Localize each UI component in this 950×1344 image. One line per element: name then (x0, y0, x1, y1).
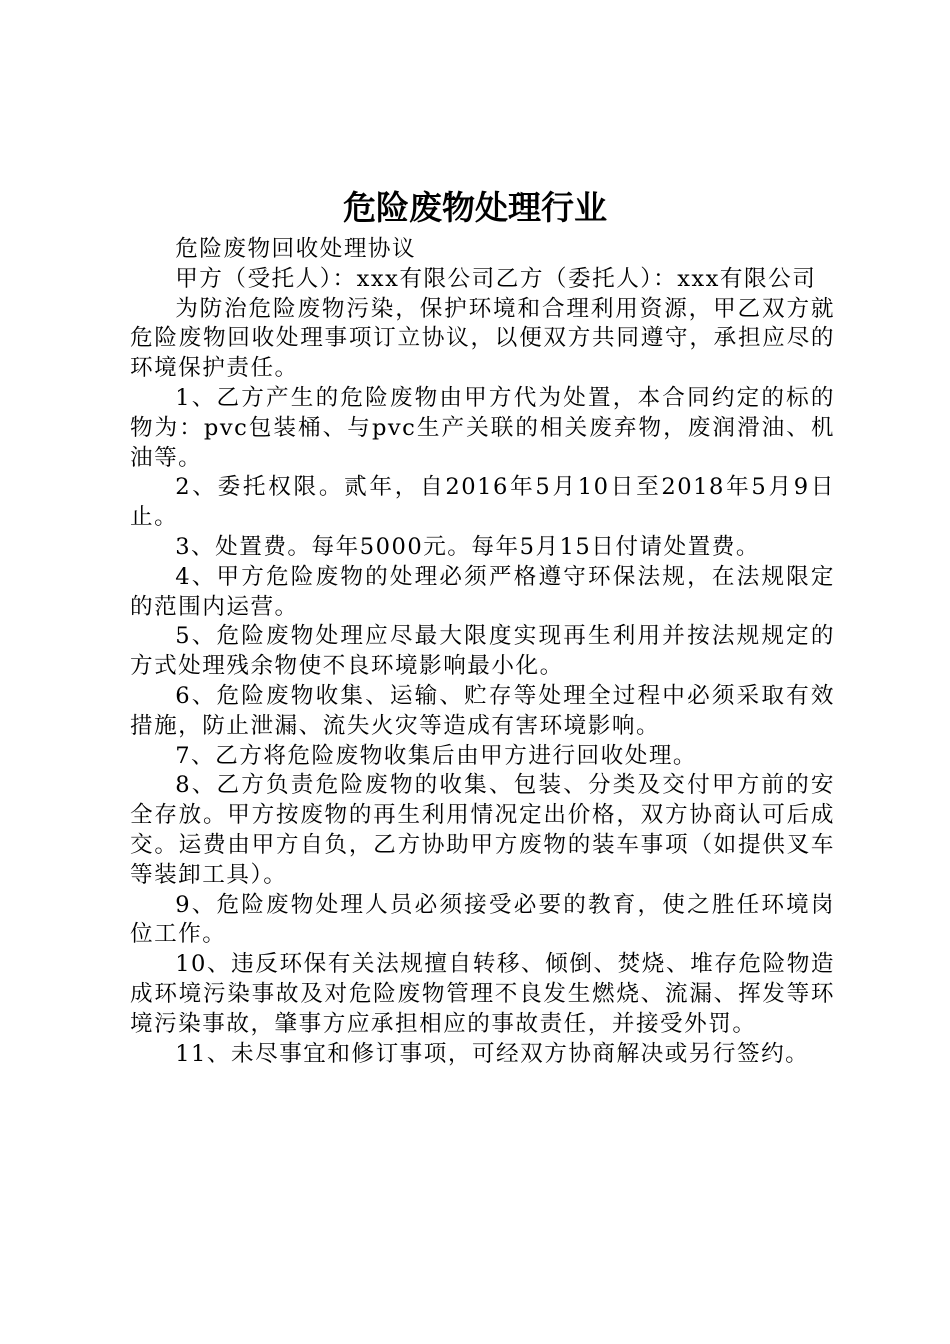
paragraph-clause-5: 5、危险废物处理应尽最大限度实现再生利用并按法规规定的方式处理残余物使不良环境影响最小化。 (130, 623, 835, 680)
paragraph-clause-4: 4、甲方危险废物的处理必须严格遵守环保法规，在法规限定的范围内运营。 (130, 563, 835, 620)
paragraph-clause-3: 3、处置费。每年5000元。每年5月15日付请处置费。 (175, 533, 760, 560)
paragraph-preamble: 为防治危险废物污染，保护环境和合理利用资源，甲乙双方就危险废物回收处理事项订立协议，以便双方共同遵守，承担应尽的环境保护责任。 (130, 295, 835, 382)
paragraph-clause-6: 6、危险废物收集、运输、贮存等处理全过程中必须采取有效措施，防止泄漏、流失火灾等造成有害环境影响。 (130, 682, 835, 739)
paragraph-clause-9: 9、危险废物处理人员必须接受必要的教育，使之胜任环境岗位工作。 (130, 891, 835, 948)
paragraph-parties: 甲方（受托人）：xxx有限公司乙方（委托人）：xxx有限公司 (175, 265, 817, 292)
document-title: 危险废物处理行业 (343, 188, 607, 227)
paragraph-clause-8: 8、乙方负责危险废物的收集、包装、分类及交付甲方前的安全存放。甲方按废物的再生利用情况定出价格，双方协商认可后成交。运费由甲方自负，乙方协助甲方废物的装车事项（如提供叉车等装卸工具）。 (130, 772, 835, 888)
paragraph-clause-11: 11、未尽事宜和修订事项，可经双方协商解决或另行签约。 (175, 1040, 810, 1067)
paragraph-clause-10: 10、违反环保有关法规擅自转移、倾倒、焚烧、堆存危险物造成环境污染事故及对危险废物管理不良发生燃烧、流漏、挥发等环境污染事故，肇事方应承担相应的事故责任，并接受外罚。 (130, 951, 835, 1037)
paragraph-agreement-name: 危险废物回收处理协议 (175, 236, 417, 262)
paragraph-clause-1: 1、乙方产生的危险废物由甲方代为处置，本合同约定的标的物为：pvc包装桶、与pvc生产关联的相关废弃物，废润滑油、机油等。 (130, 384, 835, 471)
paragraph-clause-2: 2、委托权限。贰年，自2016年5月10日至2018年5月9日止。 (130, 474, 835, 531)
paragraph-clause-7: 7、乙方将危险废物收集后由甲方进行回收处理。 (175, 742, 698, 769)
document-body (130, 235, 835, 1069)
